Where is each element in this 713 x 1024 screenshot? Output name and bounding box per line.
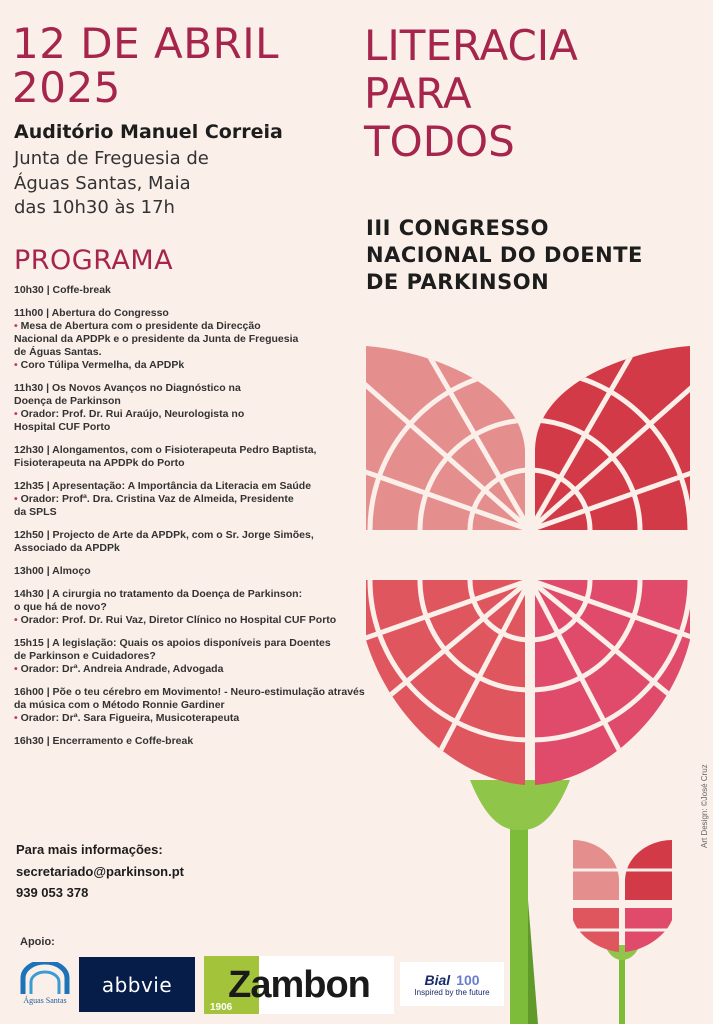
- tulip-leaf: [528, 900, 538, 1024]
- programa-item: [14, 735, 399, 748]
- programa-item: [14, 565, 399, 578]
- bial-100: 100: [456, 971, 480, 988]
- event-date: [12, 19, 280, 112]
- programa-line: 12h50 | Projecto de Arte da APDPk, com o Sr. Jorge Simões,: [14, 529, 314, 541]
- programa-line: 15h15 | A legislação: Quais os apoios disponíveis para Doentes: [14, 637, 331, 649]
- programa-item: [14, 637, 399, 676]
- programa-line: da SPLS: [14, 506, 57, 518]
- programa-item: [14, 382, 399, 434]
- programa-line: Fisioterapeuta na APDPk do Porto: [14, 457, 185, 469]
- programa-line: de Águas Santas.: [14, 346, 102, 358]
- programa-line: • Orador: Prof. Dr. Rui Araújo, Neurologista no: [14, 408, 245, 420]
- congress-subtitle: [366, 215, 643, 296]
- aguas-santas-logo: [14, 957, 76, 1009]
- aguas-santas-text: Águas Santas: [23, 995, 67, 1005]
- bial-tagline: Inspired by the future: [414, 987, 490, 997]
- programa-item: [14, 307, 399, 372]
- programa-line: Associado da APDPk: [14, 542, 120, 554]
- programa-line: • Orador: Prof. Dr. Rui Vaz, Diretor Clínico no Hospital CUF Porto: [14, 614, 337, 626]
- programa-line: Hospital CUF Porto: [14, 421, 111, 433]
- programa-item: [14, 588, 399, 627]
- venue-line1: Junta de Freguesia de: [14, 148, 209, 169]
- programa-item: [14, 480, 399, 519]
- tulip-illustration: [360, 340, 700, 1024]
- zambon-year: 1906: [210, 1002, 233, 1013]
- tulip-sepal: [470, 780, 570, 830]
- venue-line2: Águas Santas, Maia: [14, 173, 191, 194]
- zambon-text: Zambon: [228, 963, 370, 1006]
- bial-text: Bial: [424, 971, 451, 988]
- contact-phone[interactable]: 939 053 378: [16, 885, 89, 900]
- art-credit: Art Design: ©José Cruz: [700, 764, 709, 848]
- programa-line: de Parkinson e Cuidadores?: [14, 650, 156, 662]
- subtitle-line3: DE PARKINSON: [366, 270, 550, 294]
- subtitle-line1: III CONGRESSO: [366, 216, 550, 240]
- abbvie-text: abbvie: [101, 972, 173, 997]
- programa-line: o que há de novo?: [14, 601, 107, 613]
- programa-line: • Orador: Drª. Andreia Andrade, Advogada: [14, 663, 224, 675]
- date-line1: 12 DE ABRIL: [12, 19, 280, 68]
- programa-item: [14, 284, 399, 297]
- venue-time: das 10h30 às 17h: [14, 197, 175, 218]
- programa-line: 16h00 | Põe o teu cérebro em Movimento! - Neuro-estimulação através: [14, 686, 365, 698]
- programa-item: [14, 444, 399, 470]
- programa-line: da música com o Método Ronnie Gardiner: [14, 699, 225, 711]
- contact-heading: Para mais informações:: [16, 842, 163, 857]
- programa-item: [14, 529, 399, 555]
- programa-line: • Coro Túlipa Vermelha, da APDPk: [14, 359, 185, 371]
- programa-line: 12h30 | Alongamentos, com o Fisioterapeuta Pedro Baptista,: [14, 444, 317, 456]
- programa-line: 12h35 | Apresentação: A Importância da Literacia em Saúde: [14, 480, 312, 492]
- programa-line: 10h30 | Coffe-break: [14, 284, 111, 296]
- programa-list: [14, 284, 399, 758]
- programa-line: 14h30 | A cirurgia no tratamento da Doença de Parkinson:: [14, 588, 303, 600]
- programa-line: • Orador: Profª. Dra. Cristina Vaz de Almeida, Presidente: [14, 493, 294, 505]
- programa-line: • Mesa de Abertura com o presidente da Direcção: [14, 320, 261, 332]
- programa-line: • Orador: Drª. Sara Figueira, Musicoterapeuta: [14, 712, 240, 724]
- title-line1: LITERACIA: [364, 21, 578, 70]
- programa-heading: PROGRAMA: [14, 245, 174, 276]
- programa-line: Doença de Parkinson: [14, 395, 121, 407]
- small-tulip: [573, 840, 672, 1024]
- apoio-label: Apoio:: [20, 936, 55, 948]
- title-line3: TODOS: [364, 117, 515, 166]
- venue-name: Auditório Manuel Correia: [14, 121, 283, 143]
- contact-email[interactable]: secretariado@parkinson.pt: [16, 864, 185, 879]
- title-line2: PARA: [364, 69, 472, 118]
- subtitle-line2: NACIONAL DO DOENTE: [366, 243, 643, 267]
- programa-line: 11h30 | Os Novos Avanços no Diagnóstico na: [14, 382, 241, 394]
- programa-line: 16h30 | Encerramento e Coffe-break: [14, 735, 194, 747]
- date-line2: 2025: [12, 63, 121, 112]
- programa-line: Nacional da APDPk e o presidente da Junta de Freguesia: [14, 333, 299, 345]
- main-title: [364, 22, 578, 166]
- aguas-santas-arch-icon: [19, 962, 71, 996]
- programa-line: 11h00 | Abertura do Congresso: [14, 307, 169, 319]
- programa-line: 13h00 | Almoço: [14, 565, 91, 577]
- programa-item: [14, 686, 399, 725]
- abbvie-logo: [79, 957, 195, 1012]
